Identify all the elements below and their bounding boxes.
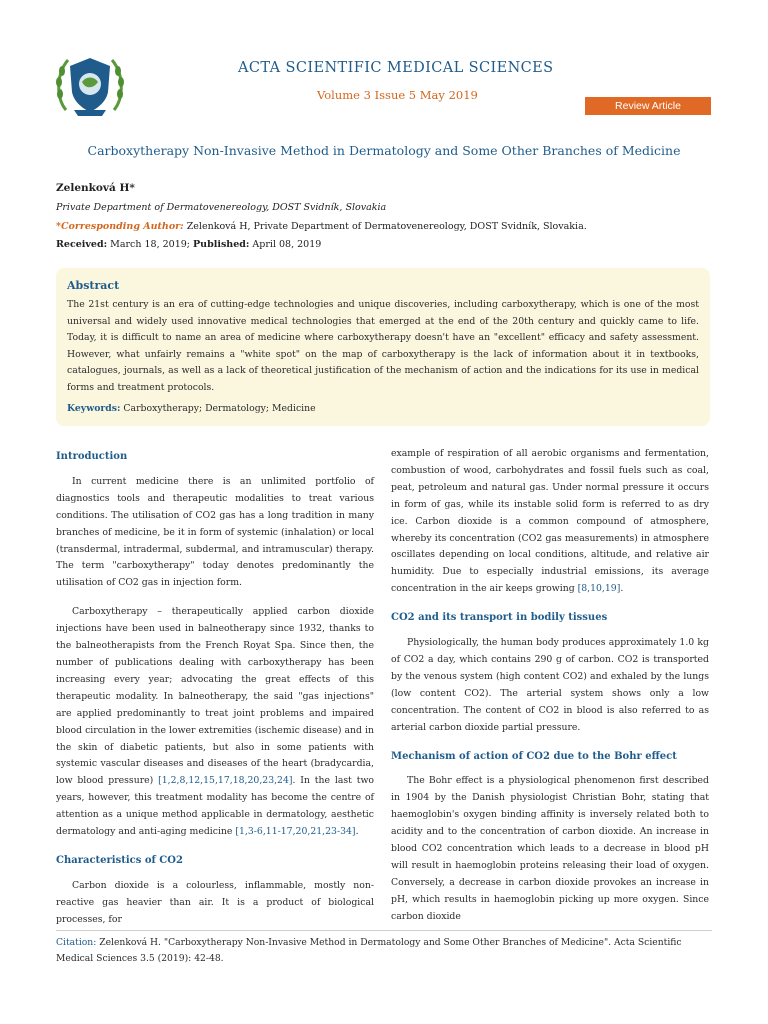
keywords-label: Keywords: xyxy=(67,403,121,414)
dates xyxy=(56,239,321,250)
reference-link[interactable]: [1,3-6,11-17,20,21,23-34] xyxy=(235,826,356,838)
journal-logo xyxy=(52,46,128,122)
abstract-heading: Abstract xyxy=(67,279,120,292)
paragraph-text: example of respiration of all aerobic organisms and fermentation, combustion of wood, carbohydrates and fossil fuels such as coal, peat, petroleum and natural gas. Under normal pressure it occurs in form of gas, while its instable solid form is referred to as dry ice. Carbon dioxide is a common compound of atmosphere, whereby its concentration (CO2 gas measurements) in atmosphere oscillates depending on local conditions, altitude, and relative air humidity. Due to especially industrial emissions, its average concentration in the air keeps growing xyxy=(391,448,709,595)
issue-info: Volume 3 Issue 5 May 2019 xyxy=(317,88,478,102)
footer-divider xyxy=(56,930,712,931)
section-heading-transport: CO2 and its transport in bodily tissues xyxy=(391,612,608,624)
corresponding-text: Zelenková H, Private Department of Dermatovenereology, DOST Svidník, Slovakia. xyxy=(183,221,587,232)
published-label: Published: xyxy=(193,239,250,250)
author: Zelenková H* xyxy=(56,182,135,194)
published-date: April 08, 2019 xyxy=(249,239,322,250)
right-column xyxy=(391,446,709,938)
paragraph xyxy=(56,604,374,841)
article-type-badge: Review Article xyxy=(585,97,711,115)
paragraph xyxy=(391,446,709,598)
abstract-box xyxy=(56,268,710,426)
reference-link[interactable]: [1,2,8,12,15,17,18,20,23,24] xyxy=(158,775,293,787)
paragraph-text: . xyxy=(620,583,624,595)
journal-name: ACTA SCIENTIFIC MEDICAL SCIENCES xyxy=(238,60,554,76)
citation-label: Citation: xyxy=(56,937,97,948)
citation-text: Zelenková H. "Carboxytherapy Non-Invasive Method in Dermatology and Some Other Branches of Medicine". Acta Scientific Medical Sciences 3.5 (2019): 42-48. xyxy=(56,937,682,964)
section-heading-introduction: Introduction xyxy=(56,451,128,462)
paragraph: In current medicine there is an unlimited portfolio of diagnostics tools and therapeutic modalities to treat various conditions. The utilisation of CO2 gas has a long tradition in many branches of medicine, be it in form of systemic (inhalation) or local (transdermal, intradermal, subdermal, and intramuscular) therapy. The term "carboxytherapy" today denotes predominantly the utilisation of CO2 gas in injection form. xyxy=(56,475,374,589)
article-title: Carboxytherapy Non-Invasive Method in Dermatology and Some Other Branches of Medicine xyxy=(87,143,681,158)
paragraph: The Bohr effect is a physiological phenomenon first described in 1904 by the Danish physiologist Christian Bohr, stating that haemoglobin's oxygen binding affinity is inversely related both to acidity and to the concentration of carbon dioxide. An increase in blood CO2 concentration which leads to a decrease in blood pH will result in haemoglobin proteins releasing their load of oxygen. Conversely, a decrease in carbon dioxide provokes an increase in pH, which results in haemoglobin picking up more oxygen. Since carbon dioxide xyxy=(391,775,709,922)
corresponding-label: *Corresponding Author: xyxy=(56,221,184,232)
reference-link[interactable]: [8,10,19] xyxy=(577,583,621,595)
paragraph-text: . In the last two years, however, this treatment modality has become the centre of attention as a unique method applicable in dermatology, aesthetic dermatology and anti-aging medicine xyxy=(56,775,375,838)
section-heading-characteristics: Characteristics of CO2 xyxy=(56,854,183,866)
left-column xyxy=(56,449,374,941)
keywords-list: Carboxytherapy; Dermatology; Medicine xyxy=(120,403,316,414)
paragraph-text: . xyxy=(355,826,359,838)
citation xyxy=(56,935,712,967)
keywords xyxy=(67,403,316,414)
corresponding-author xyxy=(56,221,587,232)
paragraph: Physiologically, the human body produces approximately 1.0 kg of CO2 a day, which contains 290 g of carbon. CO2 is transported by the venous system (high content CO2) and exhaled by the lungs (low content CO2). The arterial system shows only a low concentration. The content of CO2 in blood is also referred to as arterial carbon dioxide partial pressure. xyxy=(391,637,709,733)
received-label: Received: xyxy=(56,239,108,250)
section-heading-bohr-effect: Mechanism of action of CO2 due to the Bohr effect xyxy=(391,750,677,762)
abstract-text: The 21st century is an era of cutting-edge technologies and unique discoveries, including carboxytherapy, which is one of the most universal and widely used innovative medical technologies that emerged at the end of the 20th century and quickly came to life. Today, it is difficult to name an area of medicine where carboxytherapy doesn't have an "excellent" efficacy and safety assessment. However, what unfairly remains a "white spot" on the map of carboxytherapy is the lack of information about it in textbooks, catalogues, journals, as well as a lack of theoretical justification of the mechanism of action and the indications for its use in medical forms and treatment protocols. xyxy=(67,299,699,393)
paragraph: Carbon dioxide is a colourless, inflammable, mostly non-reactive gas heavier than air. It is a product of biological processes, for xyxy=(56,879,374,925)
received-date: March 18, 2019; xyxy=(107,239,194,250)
paragraph-text: Carboxytherapy – therapeutically applied carbon dioxide injections have been used in balneotherapy since 1932, thanks to the balneotherapists from the French Royat Spa. Since then, the number of publications dealing with carboxytherapy has been increasing every year; advocating the great effects of this therapeutic modality. In balneotherapy, the said "gas injections" are applied predominantly to treat joint problems and impaired blood circulation in the lower extremities (ischemic disease) and in the skin of diabetic patients, but also in some patients with systemic vascular diseases and diseases of the heart (bradycardia, low blood pressure) xyxy=(56,606,374,787)
affiliation: Private Department of Dermatovenereology, DOST Svidník, Slovakia xyxy=(56,202,387,213)
